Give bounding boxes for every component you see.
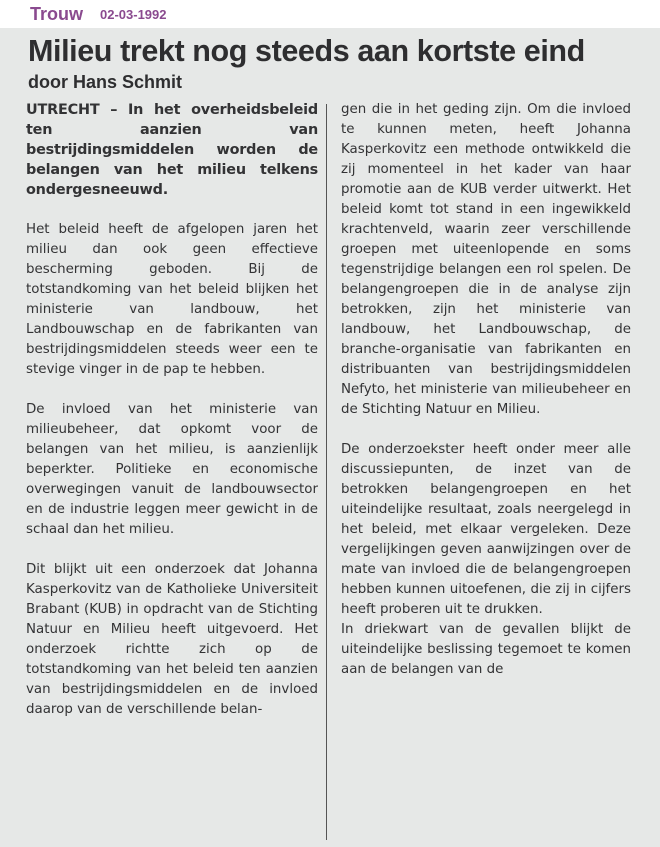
article-paragraph: De onderzoekster heeft onder meer alle discussiepunten, de inzet van de betrokken belangengroepen en het uiteindelijke resultaat, zoals neergelegd in het beleid, met elkaar vergeleken. Deze vergelijkingen geven aanwijzingen over de mate van invloed die de belangengroepen hebben kunnen uitoefenen, die zij in cijfers heeft proberen uit te drukken. — [341, 442, 631, 617]
column-divider — [326, 104, 327, 840]
newspaper-name: Trouw — [30, 4, 83, 24]
article-lead: UTRECHT – In het overheidsbeleid ten aanzien van bestrijdingsmiddelen worden de belangen van het milieu telkens ondergesneeuwd. — [26, 102, 318, 198]
article-paragraph: Dit blijkt uit een onderzoek dat Johanna Kasperkovitz van de Katholieke Universiteit Brabant (KUB) in opdracht van de Stichting Natuur en Milieu heeft uitgevoerd. Het onderzoek richtte zich op de totstandkoming van het beleid ten aanzien van bestrijdingsmiddelen en de invloed daarop van de verschillende belan- — [26, 562, 318, 717]
article-paragraph: In driekwart van de gevallen blijkt de uiteindelijke beslissing tegemoet te komen aan de belangen van de — [341, 622, 631, 677]
article-paragraph: Het beleid heeft de afgelopen jaren het milieu dan ook geen effectieve bescherming geboden. Bij de totstandkoming van het beleid blijken het ministerie van landbouw, het Landbouwschap en de fabrikanten van bestrijdingsmiddelen steeds weer een te stevige vinger in de pap te hebben. — [26, 222, 318, 377]
newspaper-clipping — [0, 28, 660, 847]
article-headline: Milieu trekt nog steeds aan kortste eind — [28, 34, 585, 68]
publication-date: 02-03-1992 — [100, 7, 167, 22]
article-byline: door Hans Schmit — [28, 72, 183, 92]
article-paragraph: gen die in het geding zijn. Om die invloed te kunnen meten, heeft Johanna Kasperkovitz een methode ontwikkeld die zij momenteel in het kader van haar promotie aan de KUB verder uitwerkt. Het beleid komt tot stand in een ingewikkeld krachtenveld, waarin zeer verschillende groepen met uiteenlopende en soms tegenstrijdige belangen een rol spelen. De belangengroepen die in de analyse zijn betrokken, zijn het ministerie van landbouw, het Landbouwschap, de branche-organisatie van fabrikanten en distribuanten van bestrijdingsmiddelen Nefyto, het ministerie van milieubeheer en de Stichting Natuur en Milieu. — [341, 102, 631, 417]
article-paragraph: De invloed van het ministerie van milieubeheer, dat opkomt voor de belangen van het milieu, is aanzienlijk beperkter. Politieke en economische overwegingen vanuit de landbouwsector en de industrie leggen meer gewicht in de schaal dan het milieu. — [26, 402, 318, 537]
article-column-left — [26, 100, 318, 720]
source-header — [0, 0, 660, 28]
article-column-right — [341, 100, 631, 680]
